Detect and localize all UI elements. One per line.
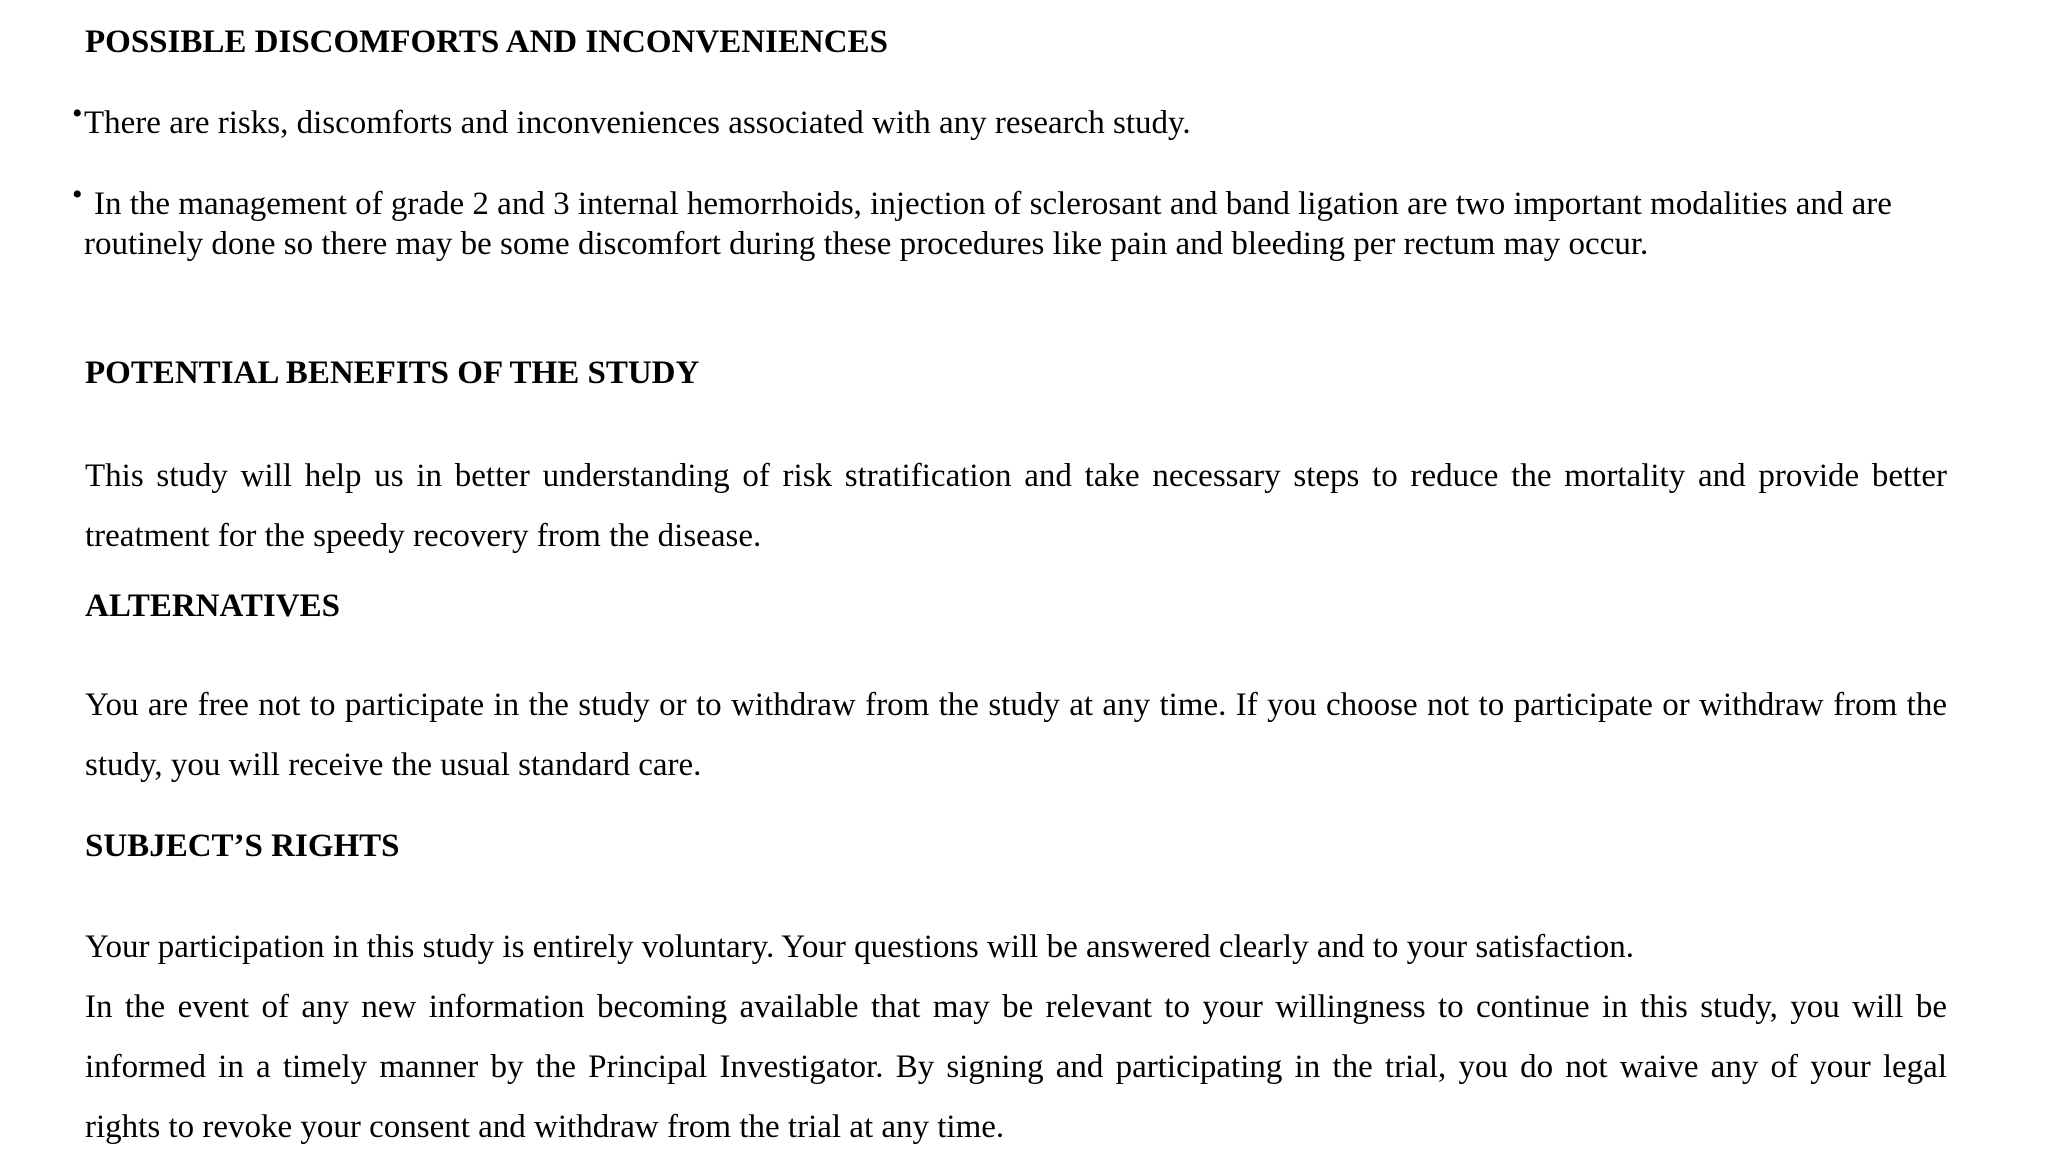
benefits-paragraph <box>85 446 1947 566</box>
bullet-icon: • <box>72 178 83 211</box>
alternatives-line-2: study, you will receive the usual standard care. <box>85 747 702 783</box>
rights-paragraph <box>85 917 1947 1157</box>
bullet-1-text: There are risks, discomforts and inconveniences associated with any research study. <box>84 105 1191 141</box>
rights-line-1: Your participation in this study is entirely voluntary. Your questions will be answered clearly and to your satisfaction. <box>85 929 1634 965</box>
alternatives-paragraph <box>85 675 1947 795</box>
rights-line-3: informed in a timely manner by the Principal Investigator. By signing and participating in the trial, you do not waive any of your legal <box>85 1049 1947 1085</box>
rights-line-4: rights to revoke your consent and withdraw from the trial at any time. <box>85 1109 1005 1145</box>
alternatives-heading: ALTERNATIVES <box>85 588 340 624</box>
alternatives-line-1: You are free not to participate in the study or to withdraw from the study at any time. If you choose not to participate or withdraw from the <box>85 687 1947 723</box>
benefits-line-2: treatment for the speedy recovery from the disease. <box>85 518 762 554</box>
rights-line-2: In the event of any new information becoming available that may be relevant to your willingness to continue in this study, you will be <box>85 989 1947 1025</box>
bullet-2-line-1: In the management of grade 2 and 3 internal hemorrhoids, injection of sclerosant and band ligation are two important modalities and are <box>94 186 1892 222</box>
bullet-icon: • <box>72 97 83 130</box>
benefits-line-1: This study will help us in better understanding of risk stratification and take necessary steps to reduce the mortality and provide better <box>85 458 1947 494</box>
bullet-2-line-2: routinely done so there may be some discomfort during these procedures like pain and bleeding per rectum may occur. <box>84 226 1649 262</box>
discomforts-bullet-2 <box>72 178 1892 264</box>
discomforts-heading: POSSIBLE DISCOMFORTS AND INCONVENIENCES <box>85 24 888 60</box>
discomforts-bullet-1 <box>72 97 1191 143</box>
benefits-heading: POTENTIAL BENEFITS OF THE STUDY <box>85 355 700 391</box>
rights-heading: SUBJECT’S RIGHTS <box>85 828 400 864</box>
